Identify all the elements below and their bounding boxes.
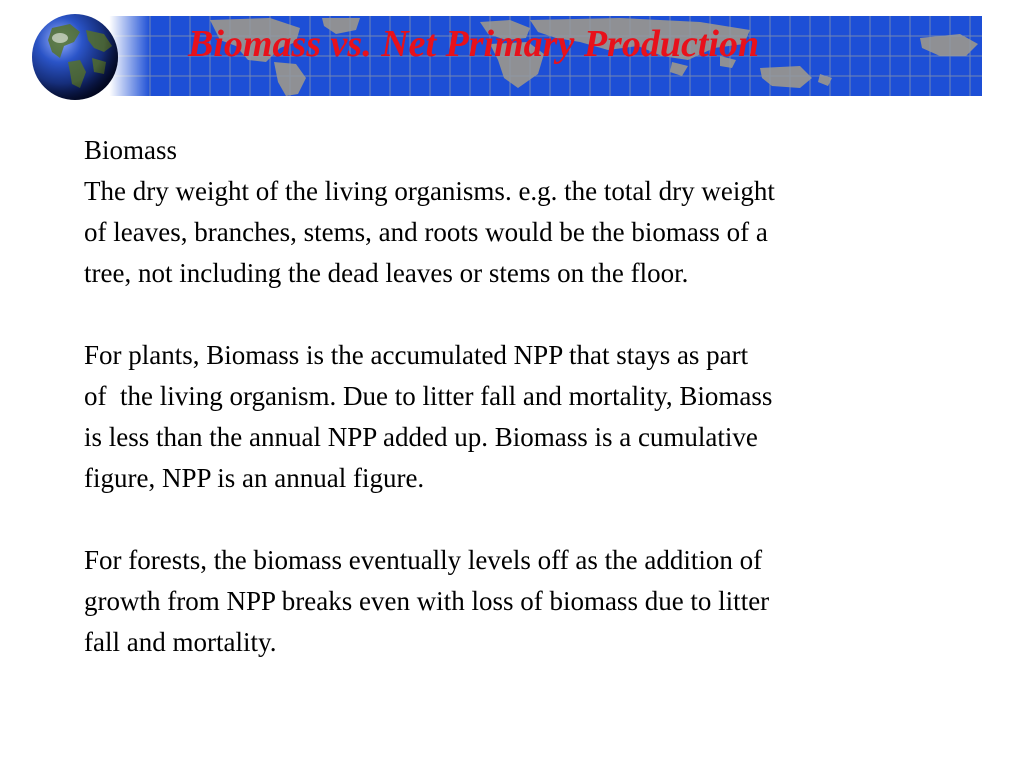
definition-line-3: tree, not including the dead leaves or stems on the floor. [84, 258, 689, 288]
definition-line-1: The dry weight of the living organisms. e.g. the total dry weight [84, 176, 775, 206]
forests-line-1: For forests, the biomass eventually levels off as the addition of [84, 545, 763, 575]
slide-body [84, 130, 984, 663]
forests-line-2: growth from NPP breaks even with loss of biomass due to litter [84, 586, 770, 616]
paragraph-gap [84, 499, 984, 540]
heading-biomass: Biomass [84, 135, 178, 165]
plants-line-2: of the living organism. Due to litter fall and mortality, Biomass [84, 381, 773, 411]
plants-line-1: For plants, Biomass is the accumulated NPP that stays as part [84, 340, 749, 370]
plants-line-4: figure, NPP is an annual figure. [84, 463, 425, 493]
globe-icon [30, 12, 120, 102]
definition-line-2: of leaves, branches, stems, and roots would be the biomass of a [84, 217, 768, 247]
slide-title: Biomass vs. Net Primary Production [188, 23, 760, 65]
paragraph-gap [84, 294, 984, 335]
forests-line-3: fall and mortality. [84, 627, 277, 657]
plants-line-3: is less than the annual NPP added up. Biomass is a cumulative [84, 422, 758, 452]
